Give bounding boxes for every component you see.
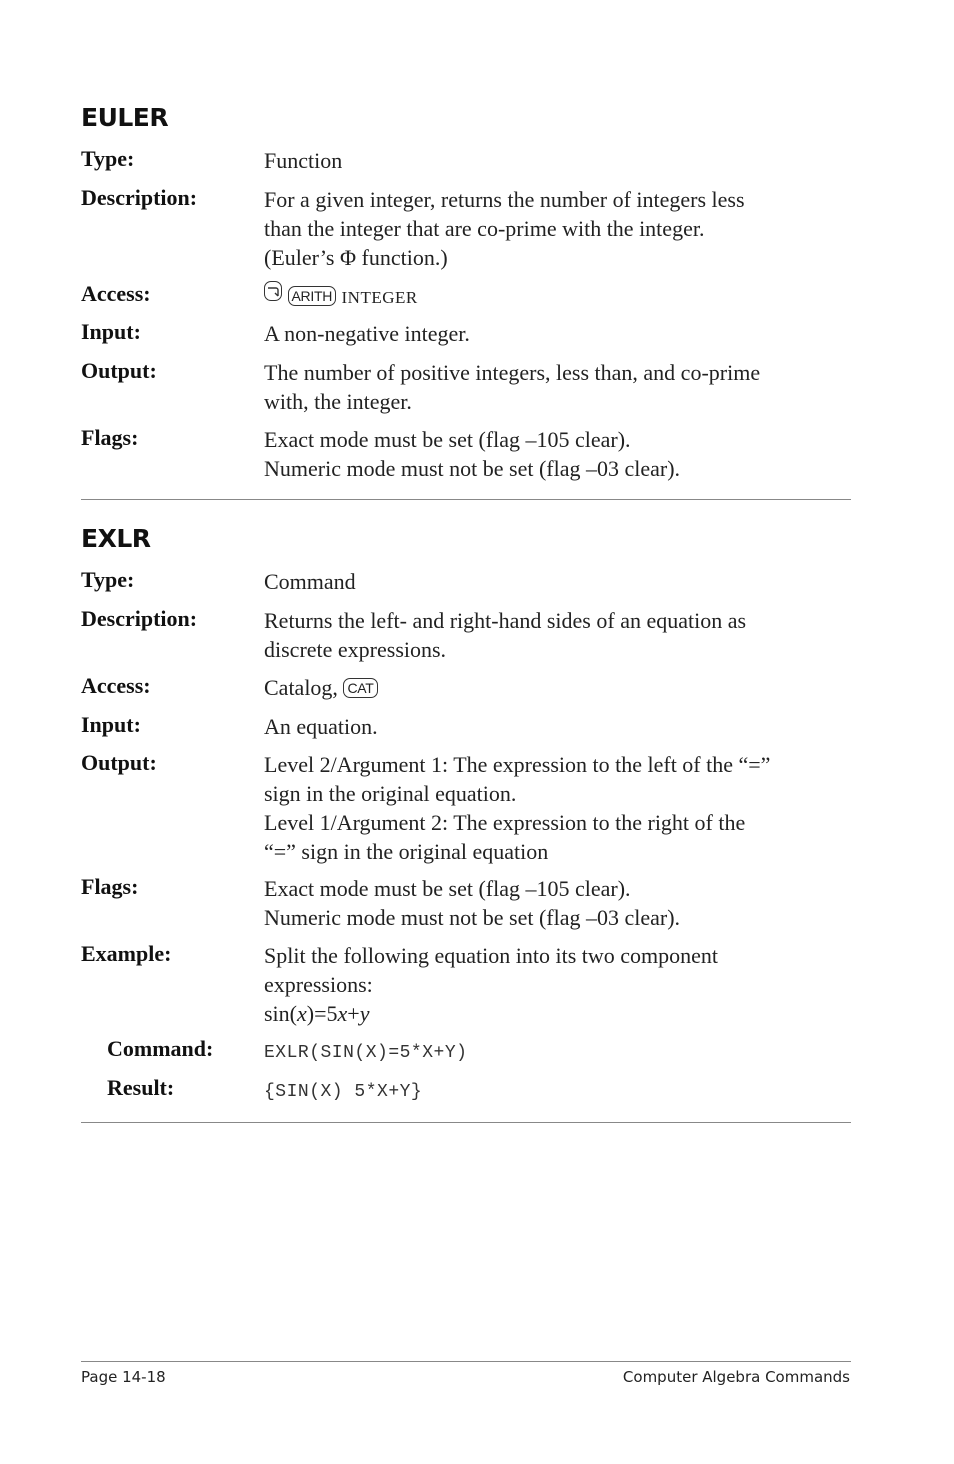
output-line: sign in the original equation. [264, 781, 517, 806]
footer-rule [81, 1361, 851, 1362]
type-label: Type: [81, 567, 135, 592]
arith-key-icon: ARITH [288, 286, 337, 306]
input-value: A non-negative integer. [264, 321, 470, 346]
access-value [264, 281, 854, 312]
description-line: (Euler’s Φ function.) [264, 245, 448, 270]
type-value: Command [264, 569, 356, 594]
description-value [264, 606, 854, 664]
command-label: Command: [107, 1036, 214, 1061]
result-label: Result: [107, 1075, 175, 1100]
description-value [264, 185, 854, 272]
example-label: Example: [81, 941, 172, 966]
input-value: An equation. [264, 714, 378, 739]
output-value [264, 750, 854, 866]
output-value [264, 358, 854, 416]
output-line: The number of positive integers, less than, and co-prime [264, 360, 761, 385]
flags-line: Numeric mode must not be set (flag –03 clear). [264, 456, 681, 481]
output-label: Output: [81, 358, 157, 383]
page-number: Page 14-18 [81, 1368, 166, 1386]
description-line: discrete expressions. [264, 637, 447, 662]
flags-line: Exact mode must be set (flag –105 clear). [264, 427, 631, 452]
command-value: EXLR(SIN(X)=5*X+Y) [264, 1043, 468, 1063]
output-label: Output: [81, 750, 157, 775]
description-line: than the integer that are co-prime with the integer. [264, 216, 705, 241]
description-label: Description: [81, 185, 198, 210]
result-value: {SIN(X) 5*X+Y} [264, 1082, 423, 1102]
type-label: Type: [81, 146, 135, 171]
access-value [264, 673, 854, 702]
section-divider [81, 499, 851, 500]
shift-key-icon [264, 281, 282, 301]
chapter-title: Computer Algebra Commands [622, 1368, 850, 1386]
entry-heading-exlr: EXLR [81, 524, 151, 553]
flags-line: Exact mode must be set (flag –105 clear). [264, 876, 631, 901]
input-label: Input: [81, 712, 141, 737]
example-value [264, 941, 854, 1028]
input-label: Input: [81, 319, 141, 344]
example-line: Split the following equation into its two component [264, 943, 719, 968]
example-equation: sin(x)=5x+y [264, 1001, 370, 1026]
description-line: For a given integer, returns the number of integers less [264, 187, 745, 212]
section-divider [81, 1122, 851, 1123]
entry-heading-euler: EULER [81, 103, 169, 132]
flags-value [264, 425, 854, 483]
flags-label: Flags: [81, 425, 139, 450]
flags-value [264, 874, 854, 932]
flags-line: Numeric mode must not be set (flag –03 clear). [264, 905, 681, 930]
output-line: Level 2/Argument 1: The expression to the left of the “=” [264, 752, 771, 777]
access-label: Access: [81, 281, 151, 306]
output-line: with, the integer. [264, 389, 412, 414]
menu-name: INTEGER [341, 288, 418, 307]
access-label: Access: [81, 673, 151, 698]
description-label: Description: [81, 606, 198, 631]
cat-key-icon: CAT [343, 678, 377, 698]
output-line: “=” sign in the original equation [264, 839, 549, 864]
output-line: Level 1/Argument 2: The expression to the right of the [264, 810, 746, 835]
example-line: expressions: [264, 972, 373, 997]
flags-label: Flags: [81, 874, 139, 899]
type-value: Function [264, 148, 343, 173]
description-line: Returns the left- and right-hand sides of an equation as [264, 608, 747, 633]
access-text: Catalog, [264, 675, 338, 700]
